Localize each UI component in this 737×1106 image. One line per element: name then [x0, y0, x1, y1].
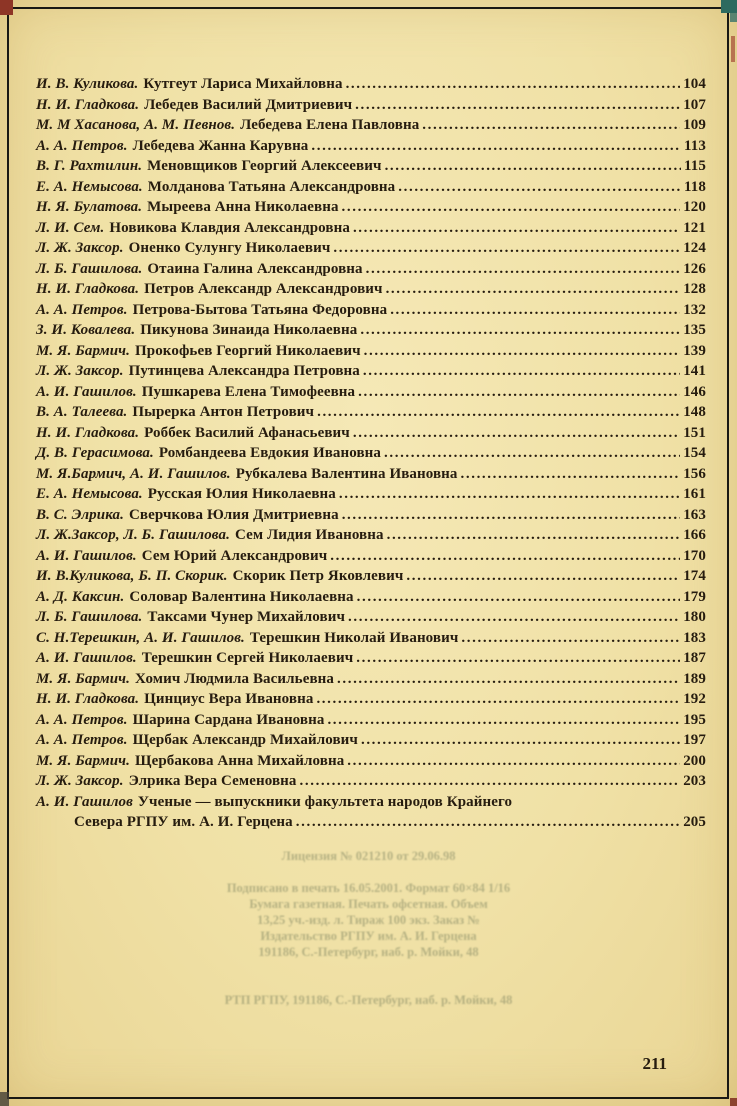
toc-entry-subject: Ромбандеева Евдокия Ивановна [158, 445, 382, 461]
toc-entry-author: А. А. Петров. [36, 301, 128, 318]
toc-entry-page-number: 146 [683, 383, 706, 400]
dot-leader [355, 95, 680, 116]
dot-leader [353, 423, 680, 444]
toc-entry-author: М. Я.Бармич, А. И. Гашилов. [36, 465, 231, 482]
toc-entry-author: А. А. Петров. [36, 137, 128, 154]
toc-entry [36, 505, 706, 526]
toc-entry [36, 464, 706, 485]
toc-entry-subject: Терешкин Николай Иванович [249, 629, 459, 646]
toc-entry [36, 218, 706, 239]
toc-entry-subject: Ученые — выпускники факультета народов Крайнего [137, 793, 513, 810]
dot-leader [317, 402, 680, 423]
toc-entry-author: З. И. Ковалева. [36, 322, 136, 338]
toc-entry-page-number: 161 [683, 486, 706, 502]
toc-entry-page-number: 179 [683, 588, 706, 605]
imprint-line: Издательство РГПУ им. А. И. Герцена [260, 929, 477, 943]
dot-leader [406, 566, 680, 587]
toc-entry-page-number: 170 [683, 547, 706, 564]
toc-entry-author: Н. Я. Булатова. [36, 199, 143, 215]
toc-entry [36, 402, 706, 423]
toc-entry-subject: Роббек Василий Афанасьевич [144, 424, 350, 441]
dot-leader [316, 689, 680, 710]
toc-entry-author: В. Г. Рахтилин. [36, 158, 143, 174]
toc-entry [36, 587, 706, 608]
toc-entry-subject: Лебедева Жанна Карувна [132, 137, 309, 154]
toc-entry-subject: Лебедева Елена Павловна [240, 117, 420, 133]
toc-entry-author: Е. А. Немысова. [36, 178, 143, 195]
imprint-line: 13,25 уч.-изд. л. Тираж 100 экз. Заказ № [257, 913, 480, 927]
page-number: 211 [642, 1054, 667, 1073]
dot-leader [461, 628, 680, 649]
imprint-line: РТП РГПУ, 191186, С.-Петербург, наб. р. Мойки, 48 [224, 993, 513, 1007]
imprint-line [0, 976, 737, 992]
dot-leader [296, 812, 680, 833]
imprint-line [0, 960, 737, 976]
toc-entry-page-number: 107 [683, 96, 706, 113]
toc-entry-author: Л. Б. Гашилова. [36, 260, 143, 277]
toc-entry-subject: Пырерка Антон Петрович [132, 404, 315, 420]
toc-entry-page-number: 109 [683, 117, 706, 133]
toc-entry-page-number: 124 [683, 240, 706, 256]
toc-entry-page-number: 174 [683, 568, 706, 584]
toc-entry-page-number: 195 [683, 711, 706, 728]
toc-entry [36, 300, 706, 321]
toc-entry-page-number: 166 [683, 527, 706, 543]
toc-entry [36, 136, 706, 157]
dot-leader [387, 525, 681, 546]
dot-leader [360, 320, 680, 341]
dot-leader [357, 587, 681, 608]
toc-entry-subject: Петров Александр Александрович [144, 281, 383, 297]
toc-entry-author: Н. И. Гладкова. [36, 424, 140, 441]
toc-entry-author: Н. И. Гладкова. [36, 96, 140, 113]
toc-entry [36, 259, 706, 280]
toc-entry-page-number: 180 [683, 609, 706, 625]
toc-entry-subject: Отаина Галина Александровна [147, 260, 363, 277]
toc-entry-author: А. А. Петров. [36, 711, 128, 728]
toc-entry-author: Н. И. Гладкова. [36, 691, 140, 707]
scan-artifact-top-right-2 [730, 13, 737, 22]
toc-entry [36, 669, 706, 690]
toc-entry-subject: Сверчкова Юлия Дмитриевна [129, 506, 339, 523]
toc-entry-author: Л. Ж. Заксор. [36, 363, 124, 379]
dot-leader [327, 710, 680, 731]
toc-entry-author: Л. И. Сем. [36, 219, 105, 236]
scan-artifact-top-left [0, 0, 13, 15]
toc-entry-author: И. В.Куликова, Б. П. Скорик. [36, 568, 228, 584]
toc-entry-author: А. И. Гашилов [36, 793, 133, 810]
dot-leader [337, 669, 680, 690]
toc-entry-subject: Мыреева Анна Николаевна [147, 199, 339, 215]
toc-entry [36, 710, 706, 731]
dot-leader [461, 464, 681, 485]
scan-artifact-bottom-left [0, 1092, 9, 1106]
dot-leader [356, 648, 680, 669]
toc-entry-page-number: 203 [683, 773, 706, 789]
dot-leader [348, 607, 680, 628]
toc-entry-subject: Севера РГПУ им. А. И. Герцена [74, 814, 293, 830]
toc-entry [36, 771, 706, 792]
toc-entry [36, 607, 706, 628]
toc-entry-page-number: 113 [684, 137, 706, 154]
imprint-line: 191186, С.-Петербург, наб. р. Мойки, 48 [258, 945, 479, 959]
toc-entry-page-number: 126 [683, 260, 706, 277]
toc-entry-subject: Соловар Валентина Николаевна [129, 588, 354, 605]
toc-entry-page-number: 163 [683, 506, 706, 523]
dot-leader [300, 771, 681, 792]
toc-entry [36, 423, 706, 444]
toc-entry-author: Л. Ж.Заксор, Л. Б. Гашилова. [36, 527, 230, 543]
toc-entry-page-number: 189 [683, 670, 706, 687]
toc-entry [36, 648, 706, 669]
toc-entry [36, 156, 706, 177]
toc-entry-author: С. Н.Терешкин, А. И. Гашилов. [36, 629, 245, 646]
toc-entry-subject: Сем Лидия Ивановна [234, 527, 384, 543]
scan-artifact-top-right [721, 0, 737, 13]
toc-entry-page-number: 104 [683, 76, 706, 92]
toc-entry [36, 197, 706, 218]
imprint-line: Подписано в печать 16.05.2001. Формат 60×84 1/16 [226, 881, 511, 895]
toc-entry [36, 238, 706, 259]
toc-entry-page-number: 135 [683, 322, 706, 338]
toc-entry-subject: Цинциус Вера Ивановна [144, 691, 314, 707]
toc-entry-page-number: 118 [684, 178, 706, 195]
toc-entry-subject: Элрика Вера Семеновна [128, 773, 297, 789]
toc-entry [36, 443, 706, 464]
toc-entry [36, 751, 706, 772]
toc-entry-page-number: 141 [683, 363, 706, 379]
dot-leader [311, 136, 681, 157]
dot-leader [330, 546, 680, 567]
toc-entry [36, 320, 706, 341]
toc-entry-subject: Кутгеут Лариса Михайловна [143, 76, 343, 92]
toc-entry-page-number: 192 [683, 691, 706, 707]
toc-entry-page-number: 139 [683, 342, 706, 359]
toc-entry-author: Л. Ж. Заксор. [36, 240, 124, 256]
dot-leader [398, 177, 681, 198]
dot-leader [333, 238, 680, 259]
toc-entry [36, 382, 706, 403]
toc-entry [36, 730, 706, 751]
toc-entry-subject: Оненко Сулунгу Николаевич [128, 240, 331, 256]
scan-artifact-bottom-right [730, 1098, 737, 1106]
imprint-line [0, 864, 737, 880]
toc-entry-author: Н. И. Гладкова. [36, 281, 140, 297]
toc-entry [36, 115, 706, 136]
toc-entry-subject: Скорик Петр Яковлевич [232, 568, 404, 584]
toc-entry-subject: Новикова Клавдия Александровна [109, 219, 350, 236]
toc-entry-subject: Путинцева Александра Петровна [128, 363, 360, 379]
toc-entry-subject: Щербак Александр Михайлович [132, 732, 358, 748]
dot-leader [347, 751, 680, 772]
toc-entry-page-number: 115 [684, 158, 706, 174]
scan-artifact-right-edge [731, 36, 735, 62]
toc-entry-page-number: 183 [683, 629, 706, 646]
dot-leader [366, 259, 681, 280]
toc-entry-author: А. И. Гашилов. [36, 547, 137, 564]
toc-entry-subject: Молданова Татьяна Александровна [147, 178, 396, 195]
imprint-line: Бумага газетная. Печать офсетная. Объем [249, 897, 488, 911]
dot-leader [385, 156, 681, 177]
dot-leader [346, 74, 681, 95]
toc-entry-page-number: 132 [683, 301, 706, 318]
toc-entry-subject: Русская Юлия Николаевна [147, 486, 336, 502]
toc-entry-author: А. Д. Каксин. [36, 588, 125, 605]
toc-entry-page-number: 121 [683, 219, 706, 236]
toc-entry-author: Д. В. Герасимова. [36, 445, 154, 461]
toc-entry-page-number: 156 [683, 465, 706, 482]
toc-entry-page-number: 205 [683, 814, 706, 830]
toc-entry-author: М. Я. Бармич. [36, 752, 130, 769]
toc-entry [36, 566, 706, 587]
dot-leader [339, 484, 680, 505]
imprint-line: Лицензия № 021210 от 29.06.98 [281, 849, 456, 863]
dot-leader [384, 443, 680, 464]
toc-entry-subject: Пикунова Зинаида Николаевна [140, 322, 358, 338]
toc-entry-subject: Рубкалева Валентина Ивановна [235, 465, 458, 482]
toc-entry [36, 546, 706, 567]
dot-leader [363, 361, 680, 382]
toc-entry-page-number: 128 [683, 281, 706, 297]
toc-entry-author: В. С. Элрика. [36, 506, 124, 523]
toc-entry [36, 792, 706, 813]
dot-leader [342, 197, 681, 218]
dot-leader [386, 279, 681, 300]
toc-entry-author: Л. Ж. Заксор. [36, 773, 124, 789]
toc-entry-page-number: 200 [683, 752, 706, 769]
toc-entry-page-number: 154 [683, 445, 706, 461]
dot-leader [358, 382, 680, 403]
toc-entry [36, 341, 706, 362]
toc-entry-page-number: 197 [683, 732, 706, 748]
toc-entry [36, 95, 706, 116]
toc-entry [36, 689, 706, 710]
toc-entry-author: Л. Б. Гашилова. [36, 609, 143, 625]
toc-entry [36, 361, 706, 382]
toc-entry [36, 812, 706, 833]
toc-entry-subject: Пушкарева Елена Тимофеевна [141, 383, 356, 400]
toc-entry-author: А. А. Петров. [36, 732, 128, 748]
toc-entry [36, 628, 706, 649]
toc-entry-page-number: 187 [683, 650, 706, 666]
dot-leader [361, 730, 680, 751]
toc-entry-subject: Лебедев Василий Дмитриевич [144, 96, 353, 113]
toc-entry-author: М. М Хасанова, А. М. Певнов. [36, 117, 236, 133]
show-through-imprint-text [0, 848, 737, 1008]
toc-list [36, 74, 706, 833]
toc-entry-page-number: 120 [683, 199, 706, 215]
dot-leader [353, 218, 680, 239]
toc-entry-subject: Меновщиков Георгий Алексеевич [147, 158, 382, 174]
toc-entry [36, 525, 706, 546]
dot-leader [364, 341, 681, 362]
toc-entry-subject: Прокофьев Георгий Николаевич [135, 342, 361, 359]
toc-entry [36, 177, 706, 198]
toc-entry-author: И. В. Куликова. [36, 76, 139, 92]
toc-entry-author: М. Я. Бармич. [36, 670, 130, 687]
toc-entry-page-number: 148 [683, 404, 706, 420]
toc-entry-page-number: 151 [683, 424, 706, 441]
toc-entry-subject: Таксами Чунер Михайлович [147, 609, 346, 625]
toc-entry-subject: Хомич Людмила Васильевна [135, 670, 335, 687]
toc-entry-subject: Сем Юрий Александрович [141, 547, 328, 564]
toc-entry [36, 279, 706, 300]
toc-entry-subject: Щербакова Анна Михайловна [135, 752, 345, 769]
dot-leader [342, 505, 681, 526]
toc-entry-subject: Петрова-Бытова Татьяна Федоровна [132, 301, 388, 318]
toc-entry-author: А. И. Гашилов. [36, 383, 137, 400]
dot-leader [390, 300, 680, 321]
toc-entry-author: А. И. Гашилов. [36, 650, 137, 666]
toc-entry [36, 74, 706, 95]
toc-entry-author: М. Я. Бармич. [36, 342, 130, 359]
toc-entry-subject: Шарина Сардана Ивановна [132, 711, 325, 728]
toc-entry-author: Е. А. Немысова. [36, 486, 143, 502]
toc-entry [36, 484, 706, 505]
dot-leader [422, 115, 680, 136]
toc-entry-subject: Терешкин Сергей Николаевич [141, 650, 354, 666]
toc-entry-author: В. А. Талеева. [36, 404, 128, 420]
